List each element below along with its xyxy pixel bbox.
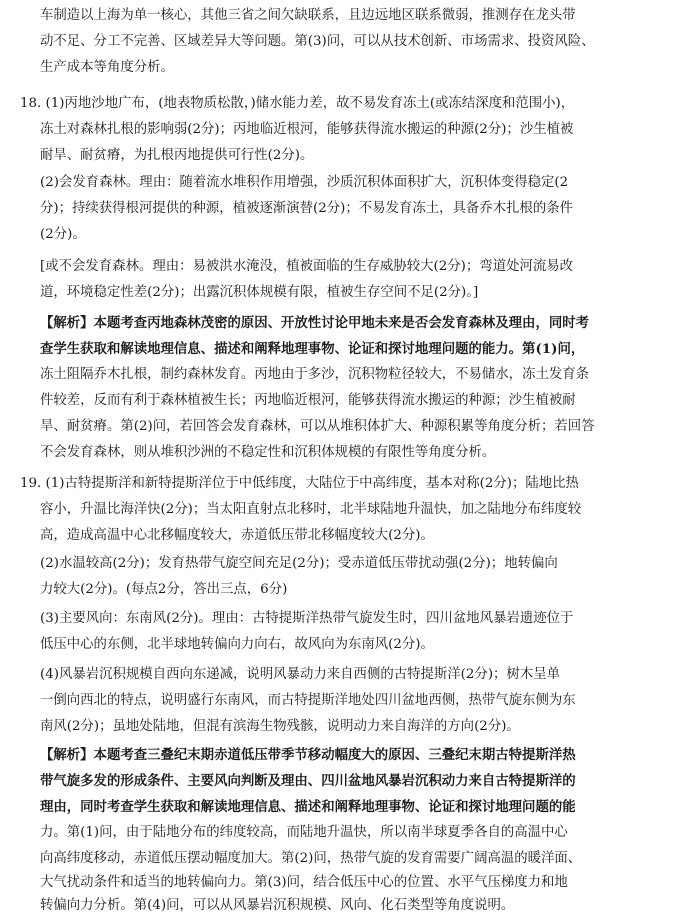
question-18-line: 18. (1)丙地沙地广布，(地表物质松散，)储水能力差，故不易发育冻土(或冻结深度和范围小)， <box>20 96 575 111</box>
text-line: 低压中心的东侧，北半球地转偏向力向右，故风向为东南风(2分)。 <box>40 637 434 652</box>
text-line: 冻土对森林扎根的影响弱(2分)；丙地临近根河，能够获得流水搬运的种源(2分)；沙生植被 <box>40 122 574 137</box>
text-line: (4)风暴岩沉积规模自西向东递减，说明风暴动力来自西侧的古特提斯洋(2分)；树木呈单 <box>40 667 560 682</box>
text-line: [或不会发育森林。理由：易被洪水淹没，植被面临的生存威胁较大(2分)；弯道处河流易改 <box>40 259 574 274</box>
analysis-line: 冻土阻隔乔木扎根，制约森林发育。丙地由于多沙，沉积物粒径较大，不易储水，冻土发育条 <box>40 367 590 382</box>
text-line: 生产成本等角度分析。 <box>40 60 174 75</box>
analysis-line: 转偏向力分析。第(4)问，可以从风暴岩沉积规模、风向、化石类型等角度说明。 <box>40 898 515 913</box>
text-line: 分)；持续获得根河提供的种源，植被逐渐演替(2分)；不易发育冻土，具备乔木扎根的条件 <box>40 201 574 216</box>
text-line: 耐旱、耐贫瘠，为扎根丙地提供可行性(2分)。 <box>40 148 314 163</box>
text-line: 南风(2分)；虽地处陆地，但混有滨海生物残骸，说明动力来自海洋的方向(2分)。 <box>40 719 520 734</box>
text-line: 力较大(2分)。(每点2分，答出三点，6分) <box>40 582 288 597</box>
question-19-line: 19. (1)古特提斯洋和新特提斯洋位于中低纬度，大陆位于中高纬度，基本对称(2分)；陆地比热 <box>20 476 579 491</box>
text-line: 车制造以上海为单一核心，其他三省之间欠缺联系，且边远地区联系微弱，推测存在龙头带 <box>40 8 576 23</box>
analysis-heading-line: 【解析】本题考查丙地森林茂密的原因、开放性讨论甲地未来是否会发育森林及理由，同时考 <box>40 315 590 331</box>
analysis-line: 理由，同时考查学生获取和解读地理信息、描述和阐释地理事物、论证和探讨地理问题的能 <box>40 799 576 815</box>
text-line: 道，环境稳定性差(2分)；出露沉积体规模有限，植被生存空间不足(2分)。] <box>40 285 479 300</box>
analysis-line: 旱、耐贫瘠。第(2)问，若回答会发育森林，可以从堆积体扩大、种源积累等角度分析；若回答 <box>40 419 595 434</box>
text-line: (2)水温较高(2分)；发育热带气旋空间充足(2分)；受赤道低压带扰动强(2分)；地转偏向 <box>40 556 558 571</box>
text-line: 动不足、分工不完善、区域差异大等问题。第(3)问，可以从技术创新、市场需求、投资风险、 <box>40 34 595 49</box>
analysis-line: 力。第(1)问，由于陆地分布的纬度较高，而陆地升温快，所以南半球夏季各自的高温中心 <box>40 825 568 840</box>
analysis-line: 不会发育森林，则从堆积沙洲的不稳定性和沉积体规模的有限性等角度分析。 <box>40 445 496 460</box>
analysis-line: 大气扰动条件和适当的地转偏向力。第(3)问，结合低压中心的位置、水平气压梯度力和地 <box>40 875 568 890</box>
analysis-line: 件较差，反而有利于森林植被生长；丙地临近根河，能够获得流水搬运的种源；沙生植被耐 <box>40 393 576 408</box>
text-line: 一倒向西北的特点，说明盛行东南风，而古特提斯洋地处四川盆地西侧，热带气旋东侧为东 <box>40 693 576 708</box>
text-line: (2分)。 <box>40 227 86 242</box>
text-line: 高，造成高温中心北移幅度较大，赤道低压带北移幅度较大(2分)。 <box>40 528 434 543</box>
analysis-heading-line: 【解析】本题考查三叠纪末期赤道低压带季节移动幅度大的原因、三叠纪末期古特提斯洋热 <box>40 747 576 763</box>
analysis-line: 查学生获取和解读地理信息、描述和阐释地理事物、论证和探讨地理问题的能力。第(1)问， <box>40 341 585 357</box>
analysis-line: 带气旋多发的形成条件、主要风向判断及理由、四川盆地风暴岩沉积动力来自古特提斯洋的 <box>40 773 576 789</box>
text-line: (2)会发育森林。理由：随着流水堆积作用增强，沙质沉积体面积扩大，沉积体变得稳定(2 <box>40 175 569 190</box>
text-line: (3)主要风向：东南风(2分)。理由：古特提斯洋热带气旋发生时，四川盆地风暴岩遗迹位于 <box>40 611 574 626</box>
text-line: 容小，升温比海洋快(2分)；当太阳直射点北移时，北半球陆地升温快，加之陆地分布纬度较 <box>40 502 582 517</box>
analysis-line: 向高纬度移动，赤道低压摆动幅度加大。第(2)问，热带气旋的发育需要广阔高温的暖洋面、 <box>40 851 582 866</box>
